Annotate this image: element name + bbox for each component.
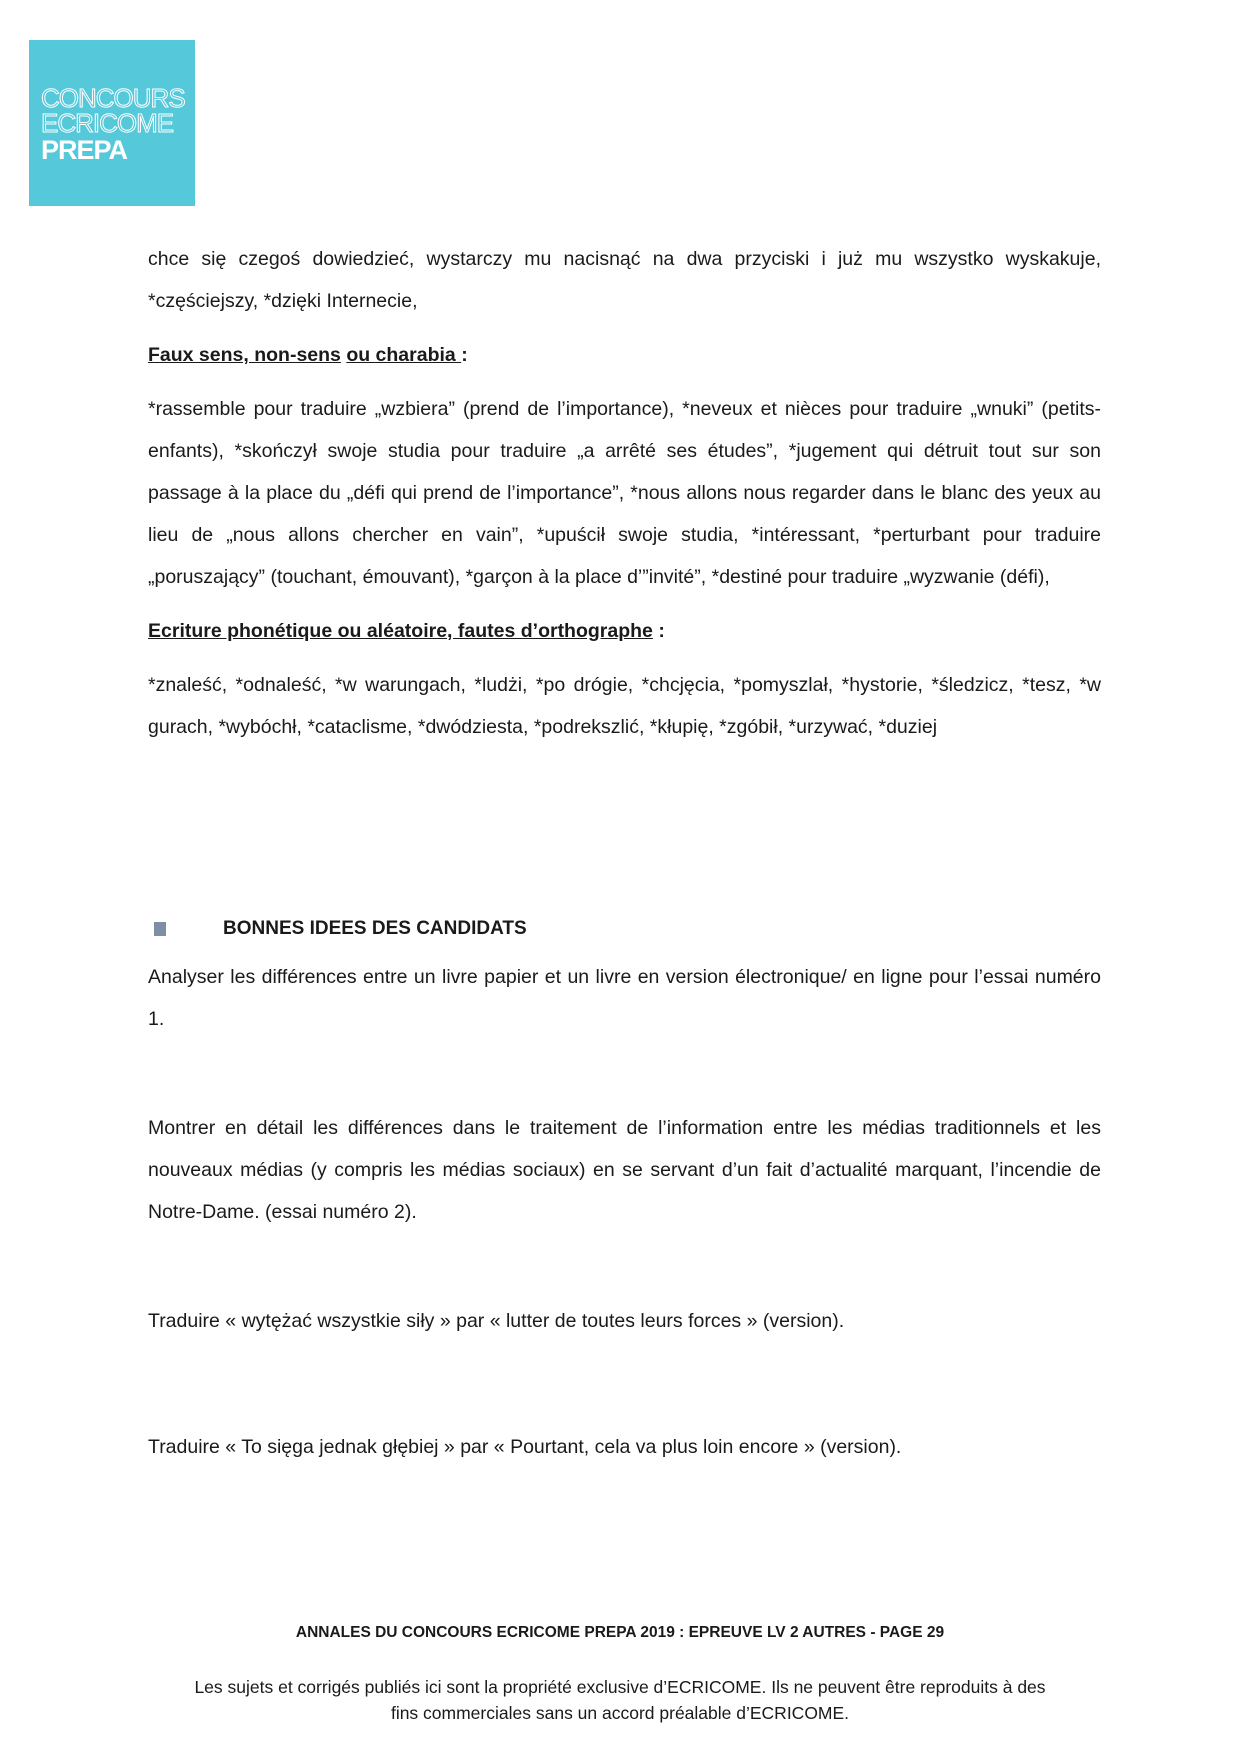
footer-copyright-note: [150, 1674, 1090, 1726]
logo-line-prepa: PREPA: [41, 135, 128, 165]
idea-paragraph-2: Montrer en détail les différences dans le traitement de l’information entre les médias traditionnels et les nouveaux médias (y compris les médias sociaux) en se servant d’un fait d’actualité marquant, l’incendie de Notre-Dame. (essai numéro 2).: [148, 1117, 1101, 1223]
footer-note-line1: Les sujets et corrigés publiés ici sont la propriété exclusive d’ECRICOME. Ils ne peuvent être reproduits à des: [194, 1677, 1046, 1697]
ecricome-logo: [29, 40, 195, 206]
logo-line-concours: CONCOURS: [41, 83, 185, 113]
main-content: [148, 238, 1101, 748]
heading-faux-sens-part2: ou charabia: [346, 344, 462, 366]
paragraph-spelling-list: *znaleść, *odnaleść, *w warungach, *ludżi, *po drógie, *chcjęcia, *pomyszlał, *hystorie, *śledzicz, *tesz, *w gurach, *wybóchł, *cataclisme, *dwódziesta, *podrekszlić, *kłupię, *zgóbił, *urzywać, *duziej: [148, 674, 1101, 738]
heading-ecriture-phonetique: [148, 610, 1101, 652]
section-heading-row: [148, 908, 1101, 950]
footer-title: ANNALES DU CONCOURS ECRICOME PREPA 2019 : EPREUVE LV 2 AUTRES - PAGE 29: [295, 1624, 945, 1641]
section-title: BONNES IDEES DES CANDIDATS: [223, 918, 527, 939]
square-bullet-icon: [154, 922, 166, 936]
heading-ecriture-colon: :: [652, 620, 665, 642]
heading-faux-sens-colon: :: [461, 344, 468, 366]
heading-ecriture-part1: Ecriture phonétique ou aléatoire, fautes d’orthographe: [148, 620, 653, 642]
idea-paragraph-1: Analyser les différences entre un livre papier et un livre en version électronique/ en ligne pour l’essai numéro 1.: [148, 966, 1101, 1030]
section-bonnes-idees: [148, 908, 1101, 1468]
footer-note-line2: fins commerciales sans un accord préalable d’ECRICOME.: [390, 1703, 850, 1723]
paragraph-faux-sens-list: *rassemble pour traduire „wzbiera” (prend de l’importance), *neveux et nièces pour traduire „wnuki” (petits-enfants), *skończył swoje studia pour traduire „a arrêté ses études”, *jugement qui détruit tout sur son passage à la place du „défi qui prend de l’importance”, *nous allons nous regarder dans le blanc des yeux au lieu de „nous allons chercher en vain”, *upuścił swoje studia, *intéressant, *perturbant pour traduire „poruszający” (touchant, émouvant), *garçon à la place d’”invité”, *destiné pour traduire „wyzwanie (défi),: [148, 398, 1101, 588]
idea-paragraph-4: Traduire « To sięga jednak głębiej » par « Pourtant, cela va plus loin encore » (version).: [148, 1436, 902, 1458]
heading-faux-sens-part1: Faux sens, non-sens: [148, 344, 341, 366]
paragraph-continuation: chce się czegoś dowiedzieć, wystarczy mu nacisnąć na dwa przyciski i już mu wszystko wyskakuje, *częściejszy, *dzięki Internecie,: [148, 248, 1101, 312]
logo-line-ecricome: ECRICOME: [41, 108, 174, 138]
heading-faux-sens: [148, 334, 1101, 376]
idea-paragraph-3: Traduire « wytężać wszystkie siły » par « lutter de toutes leurs forces » (version).: [148, 1310, 845, 1332]
